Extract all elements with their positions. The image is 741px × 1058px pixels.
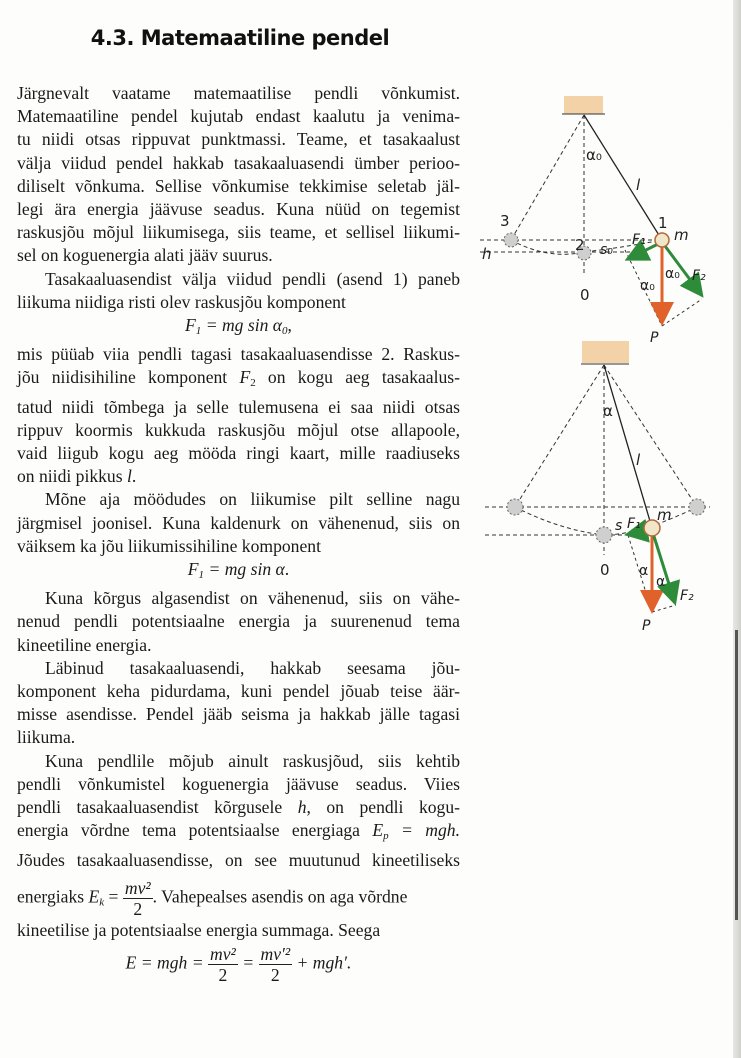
svg-text:P: P <box>642 618 651 634</box>
ghost-bob-3 <box>504 233 518 247</box>
svg-text:m: m <box>674 226 689 244</box>
svg-text:s₀: s₀ <box>600 242 613 258</box>
paragraph-5 <box>17 587 460 657</box>
text-line: misse asendisse. Pendel jääb seisma ja hakkab jälle tagasi <box>17 704 460 725</box>
pendulum-string <box>584 115 662 240</box>
svg-text:l: l <box>636 176 641 194</box>
svg-text:α₀: α₀ <box>665 266 680 282</box>
text-line: nenud pendli potentsiaalne energia ja suurenenud tema <box>17 611 460 632</box>
text-line: liikuma niidiga risti olev raskusjõu komponent <box>17 291 346 312</box>
body-text <box>17 82 460 985</box>
pendulum-figure-later <box>470 335 740 635</box>
paragraph-7 <box>17 750 460 942</box>
svg-text:α: α <box>639 563 649 579</box>
svg-text:α₀: α₀ <box>640 278 655 294</box>
svg-text:1: 1 <box>658 214 668 232</box>
text-line: Järgnevalt vaatame matemaatilise pendli võnkumist. <box>17 83 460 103</box>
text-line: Jõudes tasakaaluasendisse, on see muutunud kineetiliseks <box>17 849 460 870</box>
text-line: väiksem ka jõu liikumissihiline komponent <box>17 535 321 556</box>
paragraph-1 <box>17 82 460 268</box>
svg-text:α₀: α₀ <box>586 146 602 164</box>
pendulum-figure-initial <box>470 85 740 355</box>
text-line: diliselt võnkuma. Sellise võnkumise tekkimise seletab jäl- <box>17 175 460 196</box>
pendulum-string <box>604 365 652 528</box>
paragraph-3 <box>17 343 460 488</box>
svg-text:F₂: F₂ <box>680 588 694 604</box>
text-line: Läbinud tasakaaluasendi, hakkab seesama jõu- <box>45 657 460 678</box>
svg-text:3: 3 <box>500 212 510 230</box>
text-line: Mõne aja möödudes on liikumise pilt selline nagu <box>45 489 460 510</box>
paragraph-2 <box>17 268 460 314</box>
svg-text:l: l <box>636 451 641 469</box>
text-line: vaid liigub kogu aeg mööda ringi kaart, mille raadiuseks <box>17 443 460 464</box>
text-line-with-fraction: energiaks $E_k$ = $\frac{\text{mv²}}{2}$ . Vahepealses asendis on aga võrdne <box>17 877 408 919</box>
text-line: tatud niidi tõmbega ja selle tulemusena ei saa niidi otsas <box>17 396 460 417</box>
svg-text:0: 0 <box>600 561 610 579</box>
text-line: on niidi pikkus l. <box>17 466 137 487</box>
svg-text:F₁: F₁ <box>632 232 646 248</box>
text-line: mis püüab viia pendli tagasi tasakaaluasendisse 2. Raskus- <box>17 344 460 365</box>
fraction-kinetic: $\frac{\text{mv²}}{2}$ <box>124 877 151 919</box>
text-line: legi ära energia jäävuse seadus. Kuna nüüd on tegemist <box>17 199 460 220</box>
text-line: sel on koguenergia alati jääv suurus. <box>17 245 273 266</box>
text-line: tu niidi otsas rippuvat punktmassi. Teame, et tasakaalust <box>17 129 460 150</box>
svg-text:m: m <box>657 506 672 524</box>
text-line: pendli tasakaaluasendist kõrgusele h, on pendli kogu- <box>17 797 460 818</box>
equation-energy-conservation: E = mgh = $\frac{\text{mv²}}{2}$ = $\frac{\text{mv′²}}{2}$ + mgh′. <box>125 943 352 985</box>
text-line: raskusjõu mõjul liikumisega, siis teame, et sellisel liikumi- <box>17 222 460 243</box>
pendulum-bob <box>655 233 669 247</box>
svg-text:s: s <box>615 518 623 534</box>
svg-text:F₁: F₁ <box>627 516 641 532</box>
ghost-bob-center <box>596 527 612 543</box>
ghost-bob-right <box>689 499 705 515</box>
text-line: Tasakaaluasendist välja viidud pendli (asend 1) paneb <box>45 268 460 289</box>
text-line: järgmisel joonisel. Kuna kaldenurk on vähenenud, siis on <box>17 512 460 533</box>
ghost-bob-left <box>507 499 523 515</box>
svg-text:P: P <box>650 330 659 346</box>
text-line: Matemaatiline pendel kujutab endast kaalutu ja venima- <box>17 106 460 127</box>
text-line: Kuna kõrgus algasendist on vähenenud, siis on vähe- <box>45 588 460 609</box>
text-line: jõu niidisihiline komponent $F_2$ on kogu aeg tasakaalus- <box>17 367 461 390</box>
equation-f1-alpha: $F_1$ = mg sin α. <box>187 559 290 582</box>
text-line: rippuv koormis kukkuda raskusjõu mõjul otse allapoole, <box>17 419 460 440</box>
svg-text:2: 2 <box>575 236 585 254</box>
svg-text:0: 0 <box>580 286 590 304</box>
paragraph-6 <box>17 657 460 750</box>
text-line: energia võrdne tema potentsiaalse energiaga $E_p$ = mgh. <box>17 820 460 843</box>
binding-shadow <box>735 630 738 920</box>
equation-f1-alpha0: $F_1$ = mg $\sin \alpha_0$, <box>185 315 292 338</box>
text-line: välja viidud pendel hakkab tasakaaluasendi ümber perioo- <box>17 152 460 173</box>
text-line: Kuna pendlile mõjub ainult raskusjõud, siis kehtib <box>45 750 460 771</box>
text-line: kineetiline energia. <box>17 634 152 655</box>
text-line: komponent keha pidurdama, kuni pendel jõuab teise äär- <box>17 681 460 702</box>
svg-text:F₂: F₂ <box>692 268 706 284</box>
svg-text:h: h <box>482 245 492 263</box>
paragraph-4 <box>17 488 460 558</box>
section-heading: 4.3. Matemaatiline pendel <box>90 26 390 50</box>
svg-text:α: α <box>656 574 666 590</box>
svg-text:α: α <box>603 402 613 420</box>
text-line: kineetilise ja potentsiaalse energia summaga. Seega <box>17 919 381 940</box>
support-block <box>564 96 603 114</box>
support-block <box>582 341 629 363</box>
text-line: pendli võnkumistel koguenergia jäävuse seadus. Viies <box>17 773 460 794</box>
text-line: liikuma. <box>17 727 76 748</box>
